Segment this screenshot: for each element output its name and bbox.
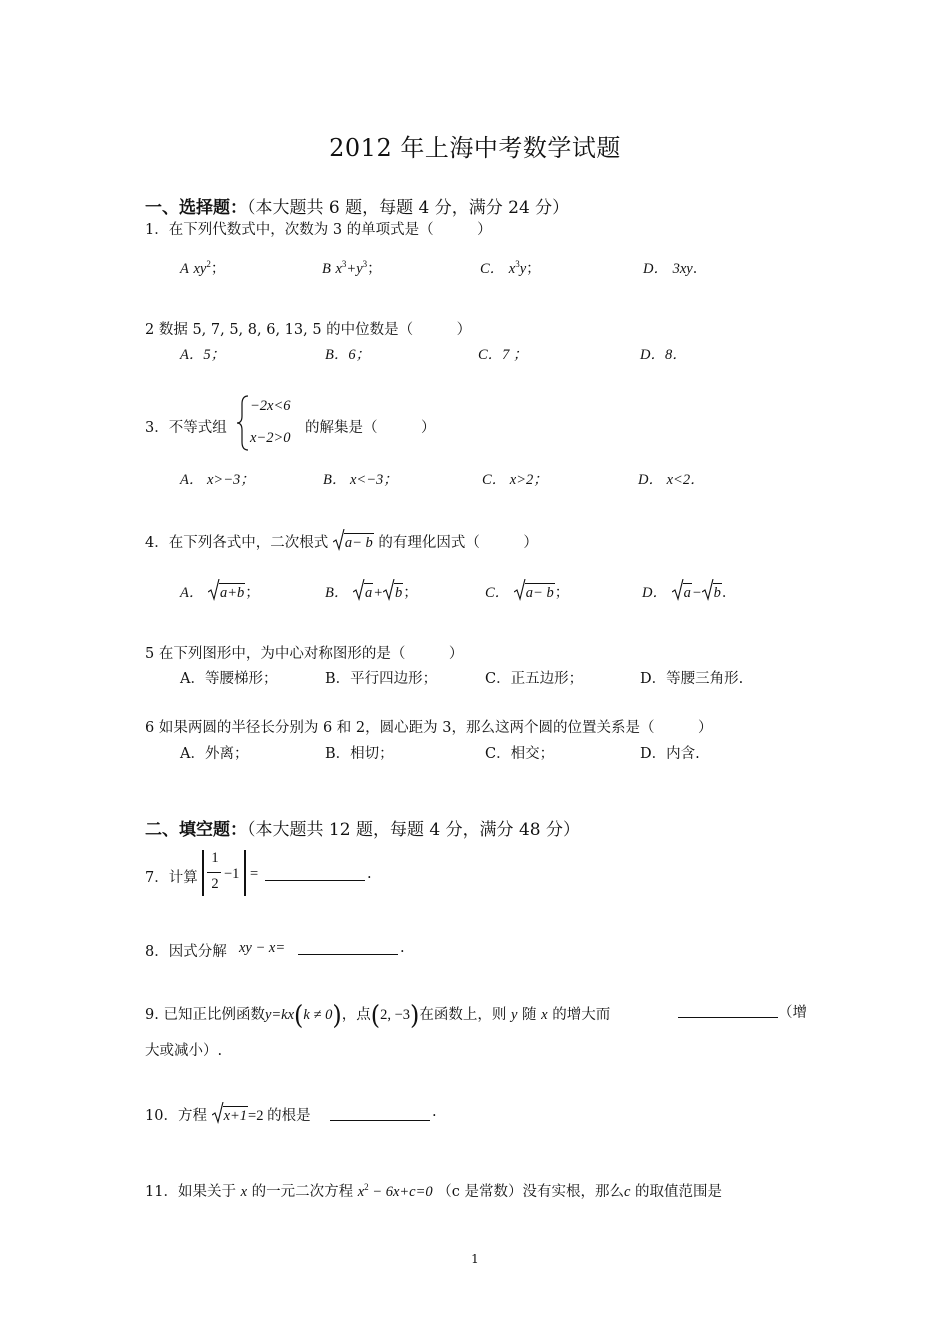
- question-6-option-d: D．内含.: [640, 746, 700, 762]
- section-1-header: [145, 193, 569, 218]
- question-4-option-c: C． a− b；: [485, 581, 569, 602]
- fraction-bar: [207, 872, 221, 873]
- question-4-option-b: B． a+ b；: [325, 581, 418, 602]
- question-4-option-a: A． a+b；: [180, 581, 260, 602]
- question-11-line: 11．如果关于 x 的一元二次方程 $x^2 - 6x+c=0$ （c 是常数）没有实根，那么c 的取值范围是: [145, 1182, 723, 1200]
- section-2-header: [145, 815, 580, 840]
- question-7-end: .: [367, 866, 372, 882]
- question-5-option-d: D．等腰三角形.: [640, 671, 744, 687]
- question-3-inequality-1: −2x<6: [250, 398, 291, 414]
- question-9-line-1: 9. 已知正比例函数y=kx(k ≠ 0)，点(2, −3)在函数上，则 y 随 x 的增大而: [145, 999, 611, 1031]
- question-3-prefix: 3．不等式组: [145, 420, 227, 436]
- answer-blank-10[interactable]: [330, 1108, 430, 1121]
- question-2-option-d: D．8．: [640, 347, 687, 363]
- section-1-note: （本大题共 6 题，每题 4 分，满分 24 分）: [247, 198, 570, 218]
- radical-sign: a− b: [333, 533, 374, 552]
- question-9-line-2: 大或减小）.: [145, 1043, 223, 1059]
- question-10-end: .: [432, 1104, 437, 1120]
- answer-blank-8[interactable]: [298, 942, 398, 955]
- question-3-inequality-2: x−2>0: [250, 430, 291, 446]
- section-2-heading: 二、填空题：: [145, 820, 247, 840]
- question-1-option-a: A $xy^2$；: [180, 259, 226, 277]
- question-1-option-c: C． $x^3y$；: [480, 259, 541, 277]
- question-3-option-b: B． x<−3；: [323, 472, 398, 488]
- question-3-option-a: A． x>−3；: [180, 472, 255, 488]
- equals-sign: =: [250, 866, 259, 882]
- abs-bar-left: [202, 850, 204, 896]
- question-3-suffix: 的解集是（ ）: [305, 420, 436, 436]
- section-2-note: （本大题共 12 题，每题 4 分，满分 48 分）: [247, 820, 581, 840]
- question-1-option-d: D． 3xy．: [643, 261, 708, 277]
- question-3-option-c: C． x>2；: [482, 472, 548, 488]
- answer-blank-7[interactable]: [265, 868, 365, 881]
- system-brace-icon: [236, 394, 250, 452]
- question-6-option-b: B．相切；: [325, 746, 394, 762]
- fraction-numerator: 1: [211, 850, 219, 866]
- question-2-option-a: A．5；: [180, 347, 226, 363]
- fraction-denominator: 2: [211, 876, 219, 892]
- question-9-paren-open: （增: [778, 1005, 807, 1021]
- minus-one: −1: [224, 866, 240, 882]
- abs-bar-right: [244, 850, 246, 896]
- question-5-stem: 5 在下列图形中，为中心对称图形的是（ ）: [145, 646, 464, 662]
- question-4-line: 4．在下列各式中，二次根式 a− b 的有理化因式（ ）: [145, 531, 538, 552]
- question-4-option-d: D． a− b．: [642, 581, 736, 602]
- page-title: 2012 年上海中考数学试题: [329, 134, 621, 162]
- question-8-end: .: [400, 940, 405, 956]
- question-8-expression: xy − x=: [239, 940, 286, 956]
- page-number: 1: [471, 1252, 479, 1266]
- question-7-prefix: 7．计算: [145, 870, 198, 886]
- question-2-stem: 2 数据 5, 7, 5, 8, 6, 13, 5 的中位数是（ ）: [145, 322, 472, 338]
- section-1-heading: 一、选择题：: [145, 198, 247, 218]
- question-10-line: 10．方程 x+1=2 的根是: [145, 1104, 311, 1125]
- question-6-option-c: C．相交；: [485, 746, 555, 762]
- question-2-option-c: C．7 ；: [478, 347, 528, 363]
- question-5-option-b: B．平行四边形；: [325, 671, 438, 687]
- question-8-prefix: 8．因式分解: [145, 944, 227, 960]
- question-6-option-a: A．外离；: [180, 746, 249, 762]
- question-1-option-b: B $x^3+y^3$；: [322, 259, 382, 277]
- question-1-stem: 1．在下列代数式中，次数为 3 的单项式是（ ）: [145, 222, 492, 238]
- question-3-option-d: D． x<2．: [638, 472, 705, 488]
- question-2-option-b: B．6；: [325, 347, 371, 363]
- question-5-option-a: A．等腰梯形；: [180, 671, 278, 687]
- question-6-stem: 6 如果两圆的半径长分别为 6 和 2，圆心距为 3，那么这两个圆的位置关系是（ ）: [145, 720, 713, 736]
- answer-blank-9[interactable]: [678, 1005, 778, 1018]
- question-5-option-c: C．正五边形；: [485, 671, 584, 687]
